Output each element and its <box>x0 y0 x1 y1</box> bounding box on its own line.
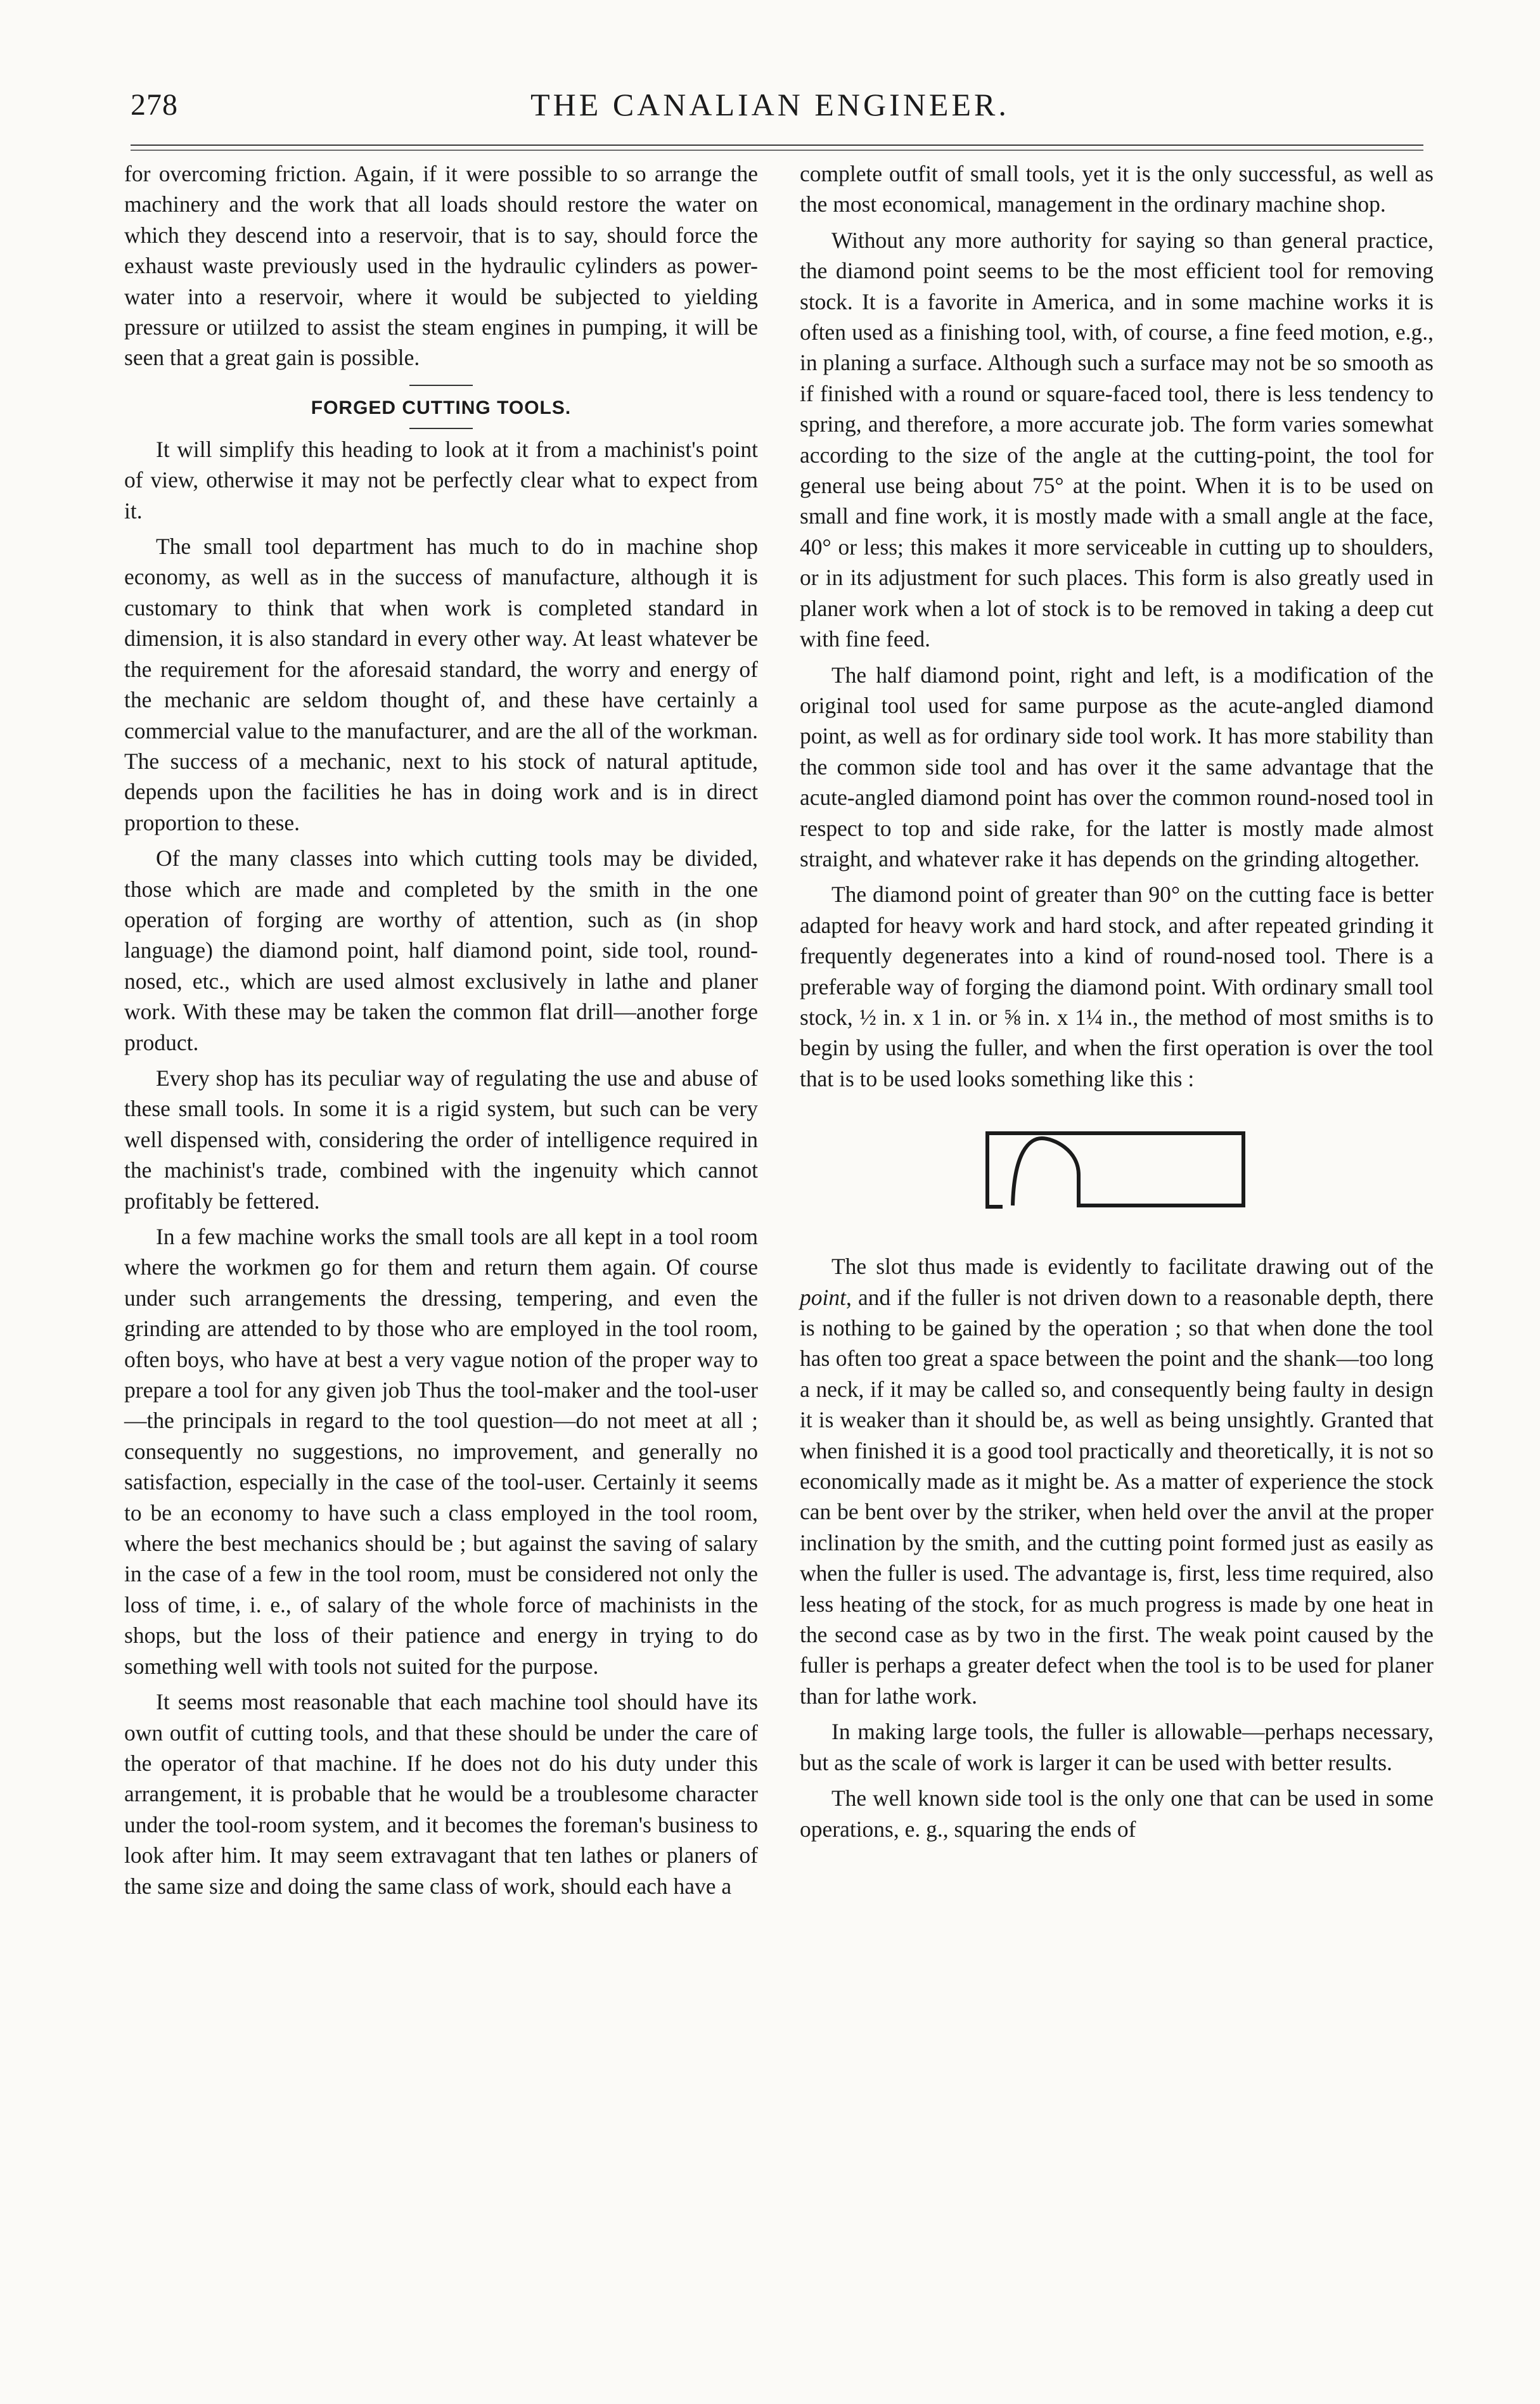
fullered-tool-outline <box>984 1119 1250 1214</box>
paragraph: It will simplify this heading to look at it from a machinist's point of view, otherwise it may not be perfectly clear what to expect from it. <box>124 436 758 524</box>
paragraph: The diamond point of greater than 90° on the cutting face is better adapted for heavy work and hard stock, and after repeated grinding it frequently degenerates into a kind of round-nosed tool. There is a preferable way of forging the diamond point. With ordinary small tool stock, ½ in. x 1 in. or ⅝ in. x 1¼ in., the method of most smiths is to begin by using the fuller, and when the first operation is over the tool that is to be used looks something like this : <box>800 882 1434 1091</box>
paragraph: In a few machine works the small tools are all kept in a tool room where the workmen go for them and return them again. Of course under such arrangements the dressing, tempering, and even the grinding are attended to by those who are employed in the tool room, often boys, who have at best a very vague notion of the proper way to prepare a tool for any given job Thus the tool-maker and the tool-user—the principals in regard to the tool question—do not meet at all ; consequently no suggestions, no improvement, and generally no satisfaction, especially in the case of the tool-user. Certainly it seems to be an economy to have such a class employed in the tool room, where the best mechanics should be ; but against the saving of salary in the case of a few in the tool room, must be considered not only the loss of time, i. e., of salary of the whole force of machinists in the shops, but the loss of their patience and energy in trying to do something well with tools not suited for the purpose. <box>124 1224 758 1679</box>
paragraph: The well known side tool is the only one that can be used in some operations, e. g., squaring the ends of <box>800 1785 1434 1842</box>
paragraph-text: , and if the fuller is not driven down to a reasonable depth, there is nothing to be gained by the operation ; so that when done the tool has often too great a space between the point and the shank—too long a neck, if it may be called so, and consequently being faulty in design it is weaker than it should be, as well as being unsightly. Granted that when finished it is a good tool practically and theoretically, it is not so economically made as it might be. As a matter of experience the stock can be bent over by the striker, when held over the anvil at the proper inclination by the smith, and the cutting point formed just as easily as when the fuller is used. The advantage is, first, less time required, also less heating of the stock, for as much progress is made by one heat in the second case as by two in the first. The weak point caused by the fuller is perhaps a greater defect when the tool is to be used for planer than for lathe work. <box>800 1284 1434 1709</box>
header-rule-secondary <box>131 150 1423 151</box>
right-column <box>800 158 1434 1844</box>
paragraph: Every shop has its peculiar way of regulating the use and abuse of these small tools. In some it is a rigid system, but such can be very well dispensed with, considering the order of intelligence required in the machinist's trade, combined with the ingenuity which cannot profitably be fettered. <box>124 1065 758 1214</box>
paragraph: complete outfit of small tools, yet it is the only successful, as well as the most economical, management in the ordinary machine shop. <box>800 161 1434 217</box>
section-rule <box>409 385 473 386</box>
header-rule <box>131 145 1423 146</box>
fullered-tool-figure <box>800 1094 1434 1246</box>
paragraph: Of the many classes into which cutting tools may be divided, those which are made and completed by the smith in the one operation of forging are worthy of attention, such as (in shop language) the diamond point, half diamond point, side tool, round-nosed, etc., which are used almost exclusively in lathe and planer work. With these may be taken the common flat drill—another forge product. <box>124 845 758 1055</box>
paragraph <box>800 1251 1434 1711</box>
paragraph: It seems most reasonable that each machine tool should have its own outfit of cutting tools, and that these should be under the care of the operator of that machine. If he does not do his duty under this arrangement, it is probable that he would be a troublesome character under the tool-room system, and it becomes the foreman's business to look after him. It may seem extravagant that ten lathes or planers of the same size and doing the same class of work, should each have a <box>124 1689 758 1899</box>
paragraph: In making large tools, the fuller is allowable—perhaps necessary, but as the scale of work is larger it can be used with better results. <box>800 1719 1434 1775</box>
section-rule <box>409 428 473 429</box>
paragraph-text: The slot thus made is evidently to facilitate drawing out of the <box>831 1254 1434 1280</box>
emphasized-word: point <box>800 1284 846 1310</box>
page-number: 278 <box>131 88 178 122</box>
left-column <box>124 158 758 1901</box>
running-head: THE CANALIAN ENGINEER. <box>530 87 1010 122</box>
paragraph: Without any more authority for saying so than general practice, the diamond point seems to be the most efficient tool for removing stock. It is a favorite in America, and in some machine works it is often used as a finishing tool, with, of course, a fine feed motion, e.g., in planing a surface. Although such a surface may not be so smooth as if finished with a round or square-faced tool, there is less tendency to spring, and therefore, a more accurate job. The form varies somewhat according to the size of the angle at the cutting-point, the tool for general use being about 75° at the point. When it is to be used on small and fine work, it is mostly made with a small angle at the face, 40° or less; this makes it more serviceable in cutting up to shoulders, or in its adjustment for such places. This form is also greatly used in planer work when a lot of stock is to be removed in taking a deep cut with fine feed. <box>800 227 1434 652</box>
section-title: FORGED CUTTING TOOLS. <box>311 397 572 418</box>
paragraph: The small tool department has much to do in machine shop economy, as well as in the success of manufacture, although it is customary to think that when work is completed standard in dimension, it is also standard in every other way. At least whatever be the requirement for the aforesaid standard, the worry and energy of the mechanic are seldom thought of, and these have certainly a commercial value to the manufacturer, and are the all of the workman. The success of a mechanic, next to his stock of natural aptitude, depends upon the facilities he has in doing work and is in direct proportion to these. <box>124 534 758 835</box>
paragraph: for overcoming friction. Again, if it were possible to so arrange the machinery and the work that all loads should restore the water on which they descend into a reservoir, that is to say, should force the exhaust waste previously used in the hydraulic cylinders as power-water into a reservoir, where it would be subjected to yielding pressure or utiilzed to assist the steam engines in pumping, it will be seen that a great gain is possible. <box>124 161 758 371</box>
paragraph: The half diamond point, right and left, is a modification of the original tool used for same purpose as the acute-angled diamond point, as well as for ordinary side tool work. It has more stability than the common side tool and has over it the same advantage that the acute-angled diamond point has over the common round-nosed tool in respect to top and side rake, for the latter is mostly made almost straight, and whatever rake it has depends on the grinding altogether. <box>800 662 1434 871</box>
